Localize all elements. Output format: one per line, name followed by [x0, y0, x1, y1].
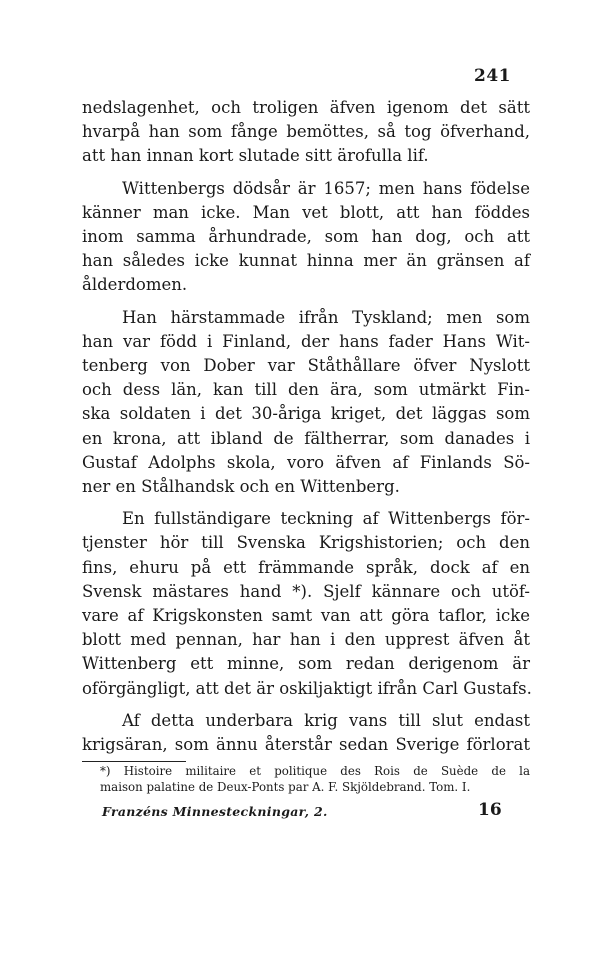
text-line: han således icke kunnat hinna mer än gränsen af — [82, 251, 530, 271]
text-line: Svensk mästares hand *). Sjelf kännare och utöf- — [82, 581, 530, 601]
footnote-line: *) Histoire militaire et politique des Rois de Suède de la — [100, 764, 530, 778]
paragraph-5 — [82, 709, 530, 757]
text-line: tjenster hör till Svenska Krigshistorien; och den — [82, 533, 530, 553]
body-text — [82, 96, 530, 757]
text-line: ska soldaten i det 30-åriga kriget, det läggas som — [82, 404, 530, 424]
footnote-line: maison palatine de Deux-Ponts par A. F. Skjöldebrand. Tom. I. — [100, 780, 471, 794]
text-line: känner man icke. Man vet blott, att han föddes — [82, 202, 530, 222]
text-line: en krona, att ibland de fältherrar, som danades i — [82, 428, 530, 448]
text-line: Wittenberg ett minne, som redan derigenom är — [82, 654, 530, 674]
text-line: krigsäran, som ännu återstår sedan Sverige förlorat — [82, 735, 530, 755]
text-line: och dess län, kan till den ära, som utmärkt Fin- — [82, 380, 530, 400]
text-line: Gustaf Adolphs skola, voro äfven af Finlands Sö- — [82, 452, 530, 472]
text-line: Wittenbergs dödsår är 1657; men hans födelse — [122, 178, 530, 198]
printer-signature: Franzéns Minnesteckningar, 2. — [102, 804, 328, 819]
text-line: vare af Krigskonsten samt van att göra taflor, icke — [82, 606, 530, 626]
text-line: att han innan kort slutade sitt ärofulla lif. — [82, 146, 429, 166]
text-line: ålderdomen. — [82, 275, 188, 295]
paragraph-1 — [82, 96, 530, 169]
paragraph-3 — [82, 306, 530, 500]
paragraph-2 — [82, 177, 530, 298]
text-line: oförgängligt, att det är oskiljaktigt ifrån Carl Gustafs. — [82, 678, 532, 698]
text-line: inom samma århundrade, som han dog, och att — [82, 227, 530, 247]
text-line: han var född i Finland, der hans fader Hans Wit- — [82, 331, 530, 351]
footnote-divider — [82, 761, 186, 762]
text-line: En fullständigare teckning af Wittenbergs för- — [122, 509, 530, 529]
text-line: blott med pennan, har han i den upprest äfven åt — [82, 630, 530, 650]
sheet-number: 16 — [478, 800, 502, 820]
page-number: 241 — [474, 66, 511, 86]
text-line: nedslagenhet, och troligen äfven igenom det sätt — [82, 98, 530, 117]
text-line: Han härstammade ifrån Tyskland; men som — [122, 307, 530, 327]
text-line: fins, ehuru på ett främmande språk, dock af en — [82, 557, 530, 577]
text-line: hvarpå han som fånge bemöttes, så tog öfverhand, — [82, 122, 530, 142]
text-line: Af detta underbara krig vans till slut endast — [122, 710, 530, 730]
text-line: tenberg von Dober var Ståthållare öfver Nyslott — [82, 356, 530, 376]
text-line: ner en Stålhandsk och en Wittenberg. — [82, 477, 400, 497]
paragraph-4 — [82, 507, 530, 701]
footnote — [100, 763, 530, 795]
